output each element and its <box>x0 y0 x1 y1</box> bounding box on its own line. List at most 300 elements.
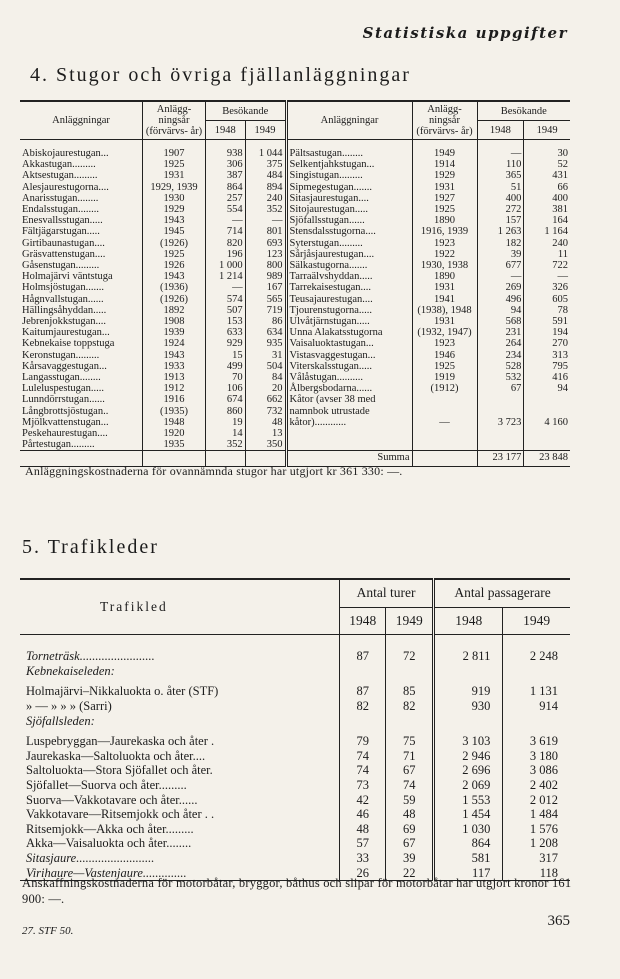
right-name-cell: Sårjåsjaurestugan.... <box>286 249 412 260</box>
right-name-cell: Tarraälvshyddan..... <box>286 271 412 282</box>
left-visitors-1949-cell: 504 <box>245 361 286 372</box>
right-name-cell: Ålbergsbodarna...... <box>286 383 412 394</box>
right-name-cell: Unna Alakatsstugorna <box>286 327 412 338</box>
left-year-cell: (1936) <box>143 282 206 293</box>
turer-1948-cell: 48 <box>340 822 386 837</box>
left-year-cell: 1920 <box>143 428 206 439</box>
turer-1948-cell: 74 <box>340 763 386 778</box>
col-turer-1949: 1949 <box>386 607 434 635</box>
pass-1949-cell: 2 248 <box>529 649 558 664</box>
left-visitors-1948-cell: 938 <box>206 140 246 160</box>
turer-1949-cell: 67 <box>386 836 434 851</box>
section-5-title: 5. Trafikleder <box>22 536 159 558</box>
route-cell: Akka—Vaisaluokta och åter........ <box>20 836 340 851</box>
left-year-cell: 1943 <box>143 271 206 282</box>
right-visitors-1949-cell: 431 <box>552 170 568 182</box>
left-visitors-1948-cell: 19 <box>206 417 246 428</box>
left-visitors-1948-cell: 633 <box>206 327 246 338</box>
right-visitors-1949-cell: 66 <box>557 181 568 193</box>
right-visitors-1949-cell: 194 <box>552 327 568 339</box>
left-visitors-1948-cell: 574 <box>206 294 246 305</box>
right-visitors-1949-cell: 722 <box>552 260 568 272</box>
turer-1949-cell: 85 <box>386 678 434 699</box>
right-visitors-1948-cell: 496 <box>477 294 524 305</box>
right-year-cell <box>412 428 477 439</box>
right-year-cell: 1916, 1939 <box>412 226 477 237</box>
right-year-cell: 1929 <box>412 170 477 181</box>
right-visitors-1948-cell: 528 <box>477 361 524 372</box>
right-visitors-1948-cell: 1 263 <box>477 226 524 237</box>
right-name-cell: Sitasjaurestugan.... <box>286 193 412 204</box>
left-visitors-1949-cell: 352 <box>245 204 286 215</box>
left-visitors-1949-cell: 662 <box>245 394 286 405</box>
left-name-cell: Peskehaurestugan.... <box>20 428 143 439</box>
route-cell: Virihaure—Vastenjaure.............. <box>20 866 340 881</box>
table-row <box>20 439 570 451</box>
right-name-cell: Selkentjahkstugan... <box>286 159 412 170</box>
table-row <box>20 836 570 851</box>
left-visitors-1948-cell: 820 <box>206 238 246 249</box>
route-cell: Sjöfallet—Suorva och åter......... <box>20 778 340 793</box>
pass-1948-cell: 930 <box>434 699 503 714</box>
left-visitors-1949-cell: 86 <box>245 316 286 327</box>
turer-1948-cell: 46 <box>340 807 386 822</box>
left-year-cell: 1948 <box>143 417 206 428</box>
pass-1948-cell: 2 811 <box>434 635 503 664</box>
left-name-cell: Pårtestugan......... <box>20 439 143 451</box>
pass-1948-cell: 919 <box>434 678 503 699</box>
right-visitors-1949-cell <box>524 439 570 451</box>
turer-1948-cell: 79 <box>340 728 386 749</box>
col-pass-1949: 1949 <box>503 607 570 635</box>
left-visitors-1949-cell: 732 <box>245 406 286 417</box>
table-row <box>20 406 570 417</box>
left-visitors-1948-cell: 306 <box>206 159 246 170</box>
right-name-cell <box>286 439 412 451</box>
left-visitors-1948-cell: 554 <box>206 204 246 215</box>
right-name-cell: Syterstugan......... <box>286 238 412 249</box>
left-visitors-1948-cell: 352 <box>206 439 246 451</box>
left-name-cell: Akkastugan......... <box>20 159 143 170</box>
pass-1949-cell: 914 <box>539 698 558 713</box>
table-row <box>20 159 570 170</box>
turer-1949-cell <box>386 714 434 729</box>
left-year-cell: 1892 <box>143 305 206 316</box>
table-row <box>20 822 570 837</box>
right-name-cell: Sjöfallsstugan...... <box>286 215 412 226</box>
left-year-cell: 1926 <box>143 260 206 271</box>
right-visitors-1948-cell <box>477 428 524 439</box>
left-name-cell: Endalsstugan........ <box>20 204 143 215</box>
right-visitors-1948-cell: 264 <box>477 338 524 349</box>
left-year-cell: 1931 <box>143 170 206 181</box>
table-row <box>20 327 570 338</box>
turer-1948-cell: 87 <box>340 635 386 664</box>
left-year-cell: 1943 <box>143 350 206 361</box>
col-1948-left: 1948 <box>206 121 246 140</box>
summa-1948: 23 177 <box>477 451 524 466</box>
pass-1948-cell: 581 <box>434 851 503 866</box>
left-visitors-1948-cell: 864 <box>206 182 246 193</box>
right-visitors-1949-cell: 30 <box>557 148 568 159</box>
right-visitors-1948-cell: 110 <box>477 159 524 170</box>
left-year-cell: 1929, 1939 <box>143 182 206 193</box>
turer-1948-cell: 57 <box>340 836 386 851</box>
right-visitors-1949-cell: 795 <box>552 360 568 372</box>
right-year-cell: 1931 <box>412 282 477 293</box>
col-pass-1948: 1948 <box>434 607 503 635</box>
col-antal-passagerare: Antal passagerare <box>434 579 570 607</box>
right-year-cell: (1932, 1947) <box>412 327 477 338</box>
left-visitors-1949-cell: 894 <box>245 182 286 193</box>
left-visitors-1948-cell: 1 214 <box>206 271 246 282</box>
left-visitors-1948-cell: 106 <box>206 383 246 394</box>
right-name-cell: Viterskalsstugan..... <box>286 361 412 372</box>
right-year-cell: 1919 <box>412 372 477 383</box>
left-visitors-1948-cell: 860 <box>206 406 246 417</box>
right-visitors-1948-cell: 3 723 <box>477 417 524 428</box>
left-visitors-1949-cell: 719 <box>245 305 286 316</box>
table-row <box>20 204 570 215</box>
left-visitors-1948-cell: — <box>206 282 246 293</box>
right-visitors-1949-cell: 326 <box>552 282 568 294</box>
left-visitors-1949-cell: 13 <box>245 428 286 439</box>
table-row <box>20 305 570 316</box>
col-anlaggningsar-right: Anlägg- ningsår (förvärvs- år) <box>412 101 477 140</box>
pass-1949-cell: 1 208 <box>529 836 558 851</box>
left-visitors-1949-cell: 989 <box>245 271 286 282</box>
right-visitors-1948-cell: 94 <box>477 305 524 316</box>
left-visitors-1949-cell: 693 <box>245 238 286 249</box>
right-name-cell: Vistasvaggestugan... <box>286 350 412 361</box>
turer-1948-cell: 82 <box>340 699 386 714</box>
right-visitors-1948-cell: 51 <box>477 182 524 193</box>
left-name-cell: Abiskojaurestugan... <box>20 140 143 160</box>
pass-1949-cell: 1 131 <box>529 684 558 699</box>
right-visitors-1949-cell: 400 <box>552 192 568 204</box>
right-visitors-1948-cell <box>477 439 524 451</box>
right-visitors-1949-cell: 381 <box>552 204 568 216</box>
right-visitors-1948-cell: 269 <box>477 282 524 293</box>
route-cell: Holmajärvi–Nikkaluokta o. åter (STF) <box>20 678 340 699</box>
left-visitors-1948-cell: 153 <box>206 316 246 327</box>
table-row <box>20 417 570 428</box>
right-visitors-1948-cell: 272 <box>477 204 524 215</box>
left-name-cell: Enesvallsstugan..... <box>20 215 143 226</box>
col-anlaggningsar-left: Anlägg- ningsår (förvärvs- år) <box>143 101 206 140</box>
left-name-cell: Kebnekaise toppstuga <box>20 338 143 349</box>
col-antal-turer: Antal turer <box>340 579 434 607</box>
route-cell: Vakkotavare—Ritsemjokk och åter . . <box>20 807 340 822</box>
table-row <box>20 338 570 349</box>
right-year-cell: 1923 <box>412 238 477 249</box>
section-4-note: Anläggningskostnaderna för ovannämnda stugor har utgjort kr 361 330: —. <box>25 464 403 478</box>
pass-1949-cell: 317 <box>539 850 558 865</box>
trafikleder-table <box>20 578 570 881</box>
right-year-cell: 1925 <box>412 361 477 372</box>
right-name-cell: Ulvåtjärnstugan..... <box>286 316 412 327</box>
left-name-cell: Långbrottsjöstugan.. <box>20 406 143 417</box>
pass-1948-cell <box>434 714 503 729</box>
turer-1949-cell: 22 <box>386 866 434 881</box>
turer-1949-cell: 74 <box>386 778 434 793</box>
left-visitors-1948-cell: 15 <box>206 350 246 361</box>
right-year-cell <box>412 394 477 405</box>
col-1948-right: 1948 <box>477 121 524 140</box>
left-name-cell: Mjölkvattenstugan... <box>20 417 143 428</box>
right-year-cell: (1912) <box>412 383 477 394</box>
left-visitors-1948-cell: 499 <box>206 361 246 372</box>
right-visitors-1948-cell: 568 <box>477 316 524 327</box>
pass-1948-cell: 1 454 <box>434 807 503 822</box>
left-name-cell: Holmsjöstugan....... <box>20 282 143 293</box>
left-visitors-1949-cell: 350 <box>245 439 286 451</box>
left-year-cell: 1924 <box>143 338 206 349</box>
right-visitors-1949-cell <box>524 406 570 417</box>
right-year-cell: 1914 <box>412 159 477 170</box>
col-besokande-left: Besökande <box>206 101 287 121</box>
right-name-cell: Pältsastugan........ <box>286 140 412 160</box>
right-name-cell: Stensdalsstugorna.... <box>286 226 412 237</box>
left-name-cell: Luleluspestugan..... <box>20 383 143 394</box>
left-name-cell: Jebrenjokkstugan.... <box>20 316 143 327</box>
right-name-cell: Teusajaurestugan.... <box>286 294 412 305</box>
left-visitors-1948-cell: 1 000 <box>206 260 246 271</box>
route-cell: Jaurekaska—Saltoluokta och åter.... <box>20 749 340 764</box>
pass-1948-cell: 1 553 <box>434 793 503 808</box>
right-visitors-1948-cell: 39 <box>477 249 524 260</box>
left-visitors-1949-cell: 20 <box>245 383 286 394</box>
right-visitors-1948-cell: 677 <box>477 260 524 271</box>
left-name-cell: Alesjaurestugorna.... <box>20 182 143 193</box>
right-visitors-1948-cell: 157 <box>477 215 524 226</box>
right-year-cell: 1923 <box>412 338 477 349</box>
route-cell: Torneträsk........................ <box>20 635 340 664</box>
right-visitors-1949-cell: 164 <box>552 215 568 227</box>
left-name-cell: Langasstugan........ <box>20 372 143 383</box>
pass-1948-cell: 3 103 <box>434 728 503 749</box>
right-visitors-1949-cell: 270 <box>552 338 568 350</box>
right-name-cell: Vålåstugan.......... <box>286 372 412 383</box>
pass-1949-cell: 3 619 <box>529 734 558 749</box>
right-visitors-1948-cell: 234 <box>477 350 524 361</box>
left-visitors-1948-cell: — <box>206 215 246 226</box>
right-year-cell: 1927 <box>412 193 477 204</box>
pass-1948-cell <box>434 664 503 679</box>
right-visitors-1949-cell: 1 164 <box>544 226 568 238</box>
table-row <box>20 294 570 305</box>
left-visitors-1949-cell: 800 <box>245 260 286 271</box>
table-row <box>20 635 570 664</box>
turer-1948-cell: 33 <box>340 851 386 866</box>
turer-1948-cell: 87 <box>340 678 386 699</box>
col-1949-right: 1949 <box>524 121 570 140</box>
pass-1948-cell: 117 <box>434 866 503 881</box>
pass-1949-cell: 2 012 <box>529 792 558 807</box>
pass-1949-cell: 3 086 <box>529 763 558 778</box>
col-trafikled: Trafikled <box>20 579 340 635</box>
right-visitors-1949-cell: 78 <box>557 304 568 316</box>
right-year-cell: 1922 <box>412 249 477 260</box>
left-visitors-1948-cell: 14 <box>206 428 246 439</box>
route-cell: » — » » » (Sarri) <box>20 699 340 714</box>
right-name-cell: Tarrekaisestugan.... <box>286 282 412 293</box>
right-year-cell: 1931 <box>412 182 477 193</box>
pass-1948-cell: 864 <box>434 836 503 851</box>
right-visitors-1949-cell <box>524 394 570 405</box>
right-visitors-1949-cell <box>524 428 570 439</box>
left-name-cell: Lunndörrstugan...... <box>20 394 143 405</box>
right-name-cell: Kåtor (avser 38 med <box>286 394 412 405</box>
turer-1949-cell: 48 <box>386 807 434 822</box>
left-visitors-1949-cell: 123 <box>245 249 286 260</box>
left-year-cell: 1929 <box>143 204 206 215</box>
left-visitors-1949-cell: 375 <box>245 159 286 170</box>
left-year-cell: 1912 <box>143 383 206 394</box>
right-visitors-1948-cell: 400 <box>477 193 524 204</box>
left-year-cell: (1935) <box>143 406 206 417</box>
table-row <box>20 394 570 405</box>
right-name-cell: Singistugan......... <box>286 170 412 181</box>
route-cell: Suorva—Vakkotavare och åter...... <box>20 793 340 808</box>
pass-1949-cell: 2 402 <box>529 777 558 792</box>
left-visitors-1949-cell: 634 <box>245 327 286 338</box>
turer-1949-cell: 59 <box>386 793 434 808</box>
col-besokande-right: Besökande <box>477 101 570 121</box>
table-row <box>20 714 570 729</box>
left-name-cell: Gåsenstugan......... <box>20 260 143 271</box>
left-visitors-1948-cell: 929 <box>206 338 246 349</box>
right-visitors-1948-cell: 365 <box>477 170 524 181</box>
left-visitors-1948-cell: 196 <box>206 249 246 260</box>
table-row <box>20 238 570 249</box>
left-year-cell: 1908 <box>143 316 206 327</box>
right-year-cell: (1938), 1948 <box>412 305 477 316</box>
pass-1949-cell: 1 576 <box>529 821 558 836</box>
col-anlaggningar-left: Anläggningar <box>20 101 143 140</box>
turer-1948-cell: 26 <box>340 866 386 881</box>
col-1949-left: 1949 <box>245 121 286 140</box>
right-visitors-1949-cell: 94 <box>557 383 568 395</box>
left-year-cell: (1926) <box>143 294 206 305</box>
left-visitors-1949-cell: 935 <box>245 338 286 349</box>
turer-1948-cell: 73 <box>340 778 386 793</box>
right-year-cell <box>412 406 477 417</box>
left-year-cell: (1926) <box>143 238 206 249</box>
table-row <box>20 282 570 293</box>
trafikleder-table-body <box>20 635 570 881</box>
left-visitors-1949-cell: 167 <box>245 282 286 293</box>
stugor-table <box>20 100 570 467</box>
table-row <box>20 383 570 394</box>
right-visitors-1948-cell <box>477 394 524 405</box>
section-4-title: 4. Stugor och övriga fjällanläggningar <box>30 64 411 86</box>
left-year-cell: 1925 <box>143 249 206 260</box>
table-row <box>20 664 570 679</box>
right-visitors-1949-cell: 11 <box>557 248 568 260</box>
pass-1948-cell: 2 696 <box>434 763 503 778</box>
route-cell: Saltoluokta—Stora Sjöfallet och åter. <box>20 763 340 778</box>
left-visitors-1949-cell: 484 <box>245 170 286 181</box>
table-row <box>20 372 570 383</box>
left-year-cell: 1939 <box>143 327 206 338</box>
table-row <box>20 763 570 778</box>
turer-1949-cell <box>386 664 434 679</box>
left-year-cell: 1935 <box>143 439 206 451</box>
table-row <box>20 699 570 714</box>
right-year-cell: 1925 <box>412 204 477 215</box>
right-visitors-1949-cell: 605 <box>552 293 568 305</box>
turer-1948-cell <box>340 714 386 729</box>
right-visitors-1948-cell: 182 <box>477 238 524 249</box>
right-year-cell: 1949 <box>412 140 477 160</box>
pass-1949-cell: 1 484 <box>529 807 558 822</box>
right-year-cell <box>412 439 477 451</box>
turer-1948-cell: 74 <box>340 749 386 764</box>
table-row <box>20 728 570 749</box>
right-visitors-1949-cell: 52 <box>557 159 568 171</box>
route-cell: Ritsemjokk—Akka och åter......... <box>20 822 340 837</box>
right-visitors-1949-cell: 313 <box>552 349 568 361</box>
table-row <box>20 182 570 193</box>
pass-1948-cell: 2 946 <box>434 749 503 764</box>
table-row <box>20 170 570 181</box>
right-name-cell: kåtor)............ <box>286 417 412 428</box>
right-visitors-1948-cell: 532 <box>477 372 524 383</box>
left-year-cell: 1907 <box>143 140 206 160</box>
turer-1949-cell: 69 <box>386 822 434 837</box>
left-name-cell: Kaitumjaurestugan... <box>20 327 143 338</box>
right-year-cell: 1890 <box>412 215 477 226</box>
left-name-cell: Fältjägarstugan..... <box>20 226 143 237</box>
route-cell: Sjöfallsleden: <box>20 714 340 729</box>
right-visitors-1948-cell: — <box>477 140 524 160</box>
table-row <box>20 807 570 822</box>
left-year-cell: 1943 <box>143 215 206 226</box>
right-visitors-1949-cell: — <box>557 271 568 283</box>
left-year-cell: 1913 <box>143 372 206 383</box>
left-visitors-1949-cell: 31 <box>245 350 286 361</box>
col-anlaggningar-right: Anläggningar <box>286 101 412 140</box>
table-row <box>20 428 570 439</box>
left-year-cell: 1916 <box>143 394 206 405</box>
pass-1949-cell: 118 <box>503 866 570 881</box>
summa-year <box>412 451 477 466</box>
table-row <box>20 260 570 271</box>
table-row <box>20 226 570 237</box>
left-year-cell: 1945 <box>143 226 206 237</box>
left-visitors-1949-cell: 801 <box>245 226 286 237</box>
table-row <box>20 749 570 764</box>
left-visitors-1949-cell: 48 <box>245 417 286 428</box>
summa-label: Summa <box>286 451 412 466</box>
pass-1949-cell: 3 180 <box>529 748 558 763</box>
left-name-cell: Girtibaunastugan.... <box>20 238 143 249</box>
turer-1949-cell: 75 <box>386 728 434 749</box>
table-row <box>20 215 570 226</box>
table-row <box>20 793 570 808</box>
table-row <box>20 851 570 866</box>
left-name-cell: Gräsvattenstugan.... <box>20 249 143 260</box>
page-number: 365 <box>547 913 570 929</box>
left-visitors-1948-cell: 507 <box>206 305 246 316</box>
turer-1948-cell <box>340 664 386 679</box>
left-name-cell: Hällingsåhyddan..... <box>20 305 143 316</box>
left-name-cell: Aktsestugan......... <box>20 170 143 181</box>
turer-1949-cell: 39 <box>386 851 434 866</box>
left-name-cell: Keronstugan......... <box>20 350 143 361</box>
col-turer-1948: 1948 <box>340 607 386 635</box>
